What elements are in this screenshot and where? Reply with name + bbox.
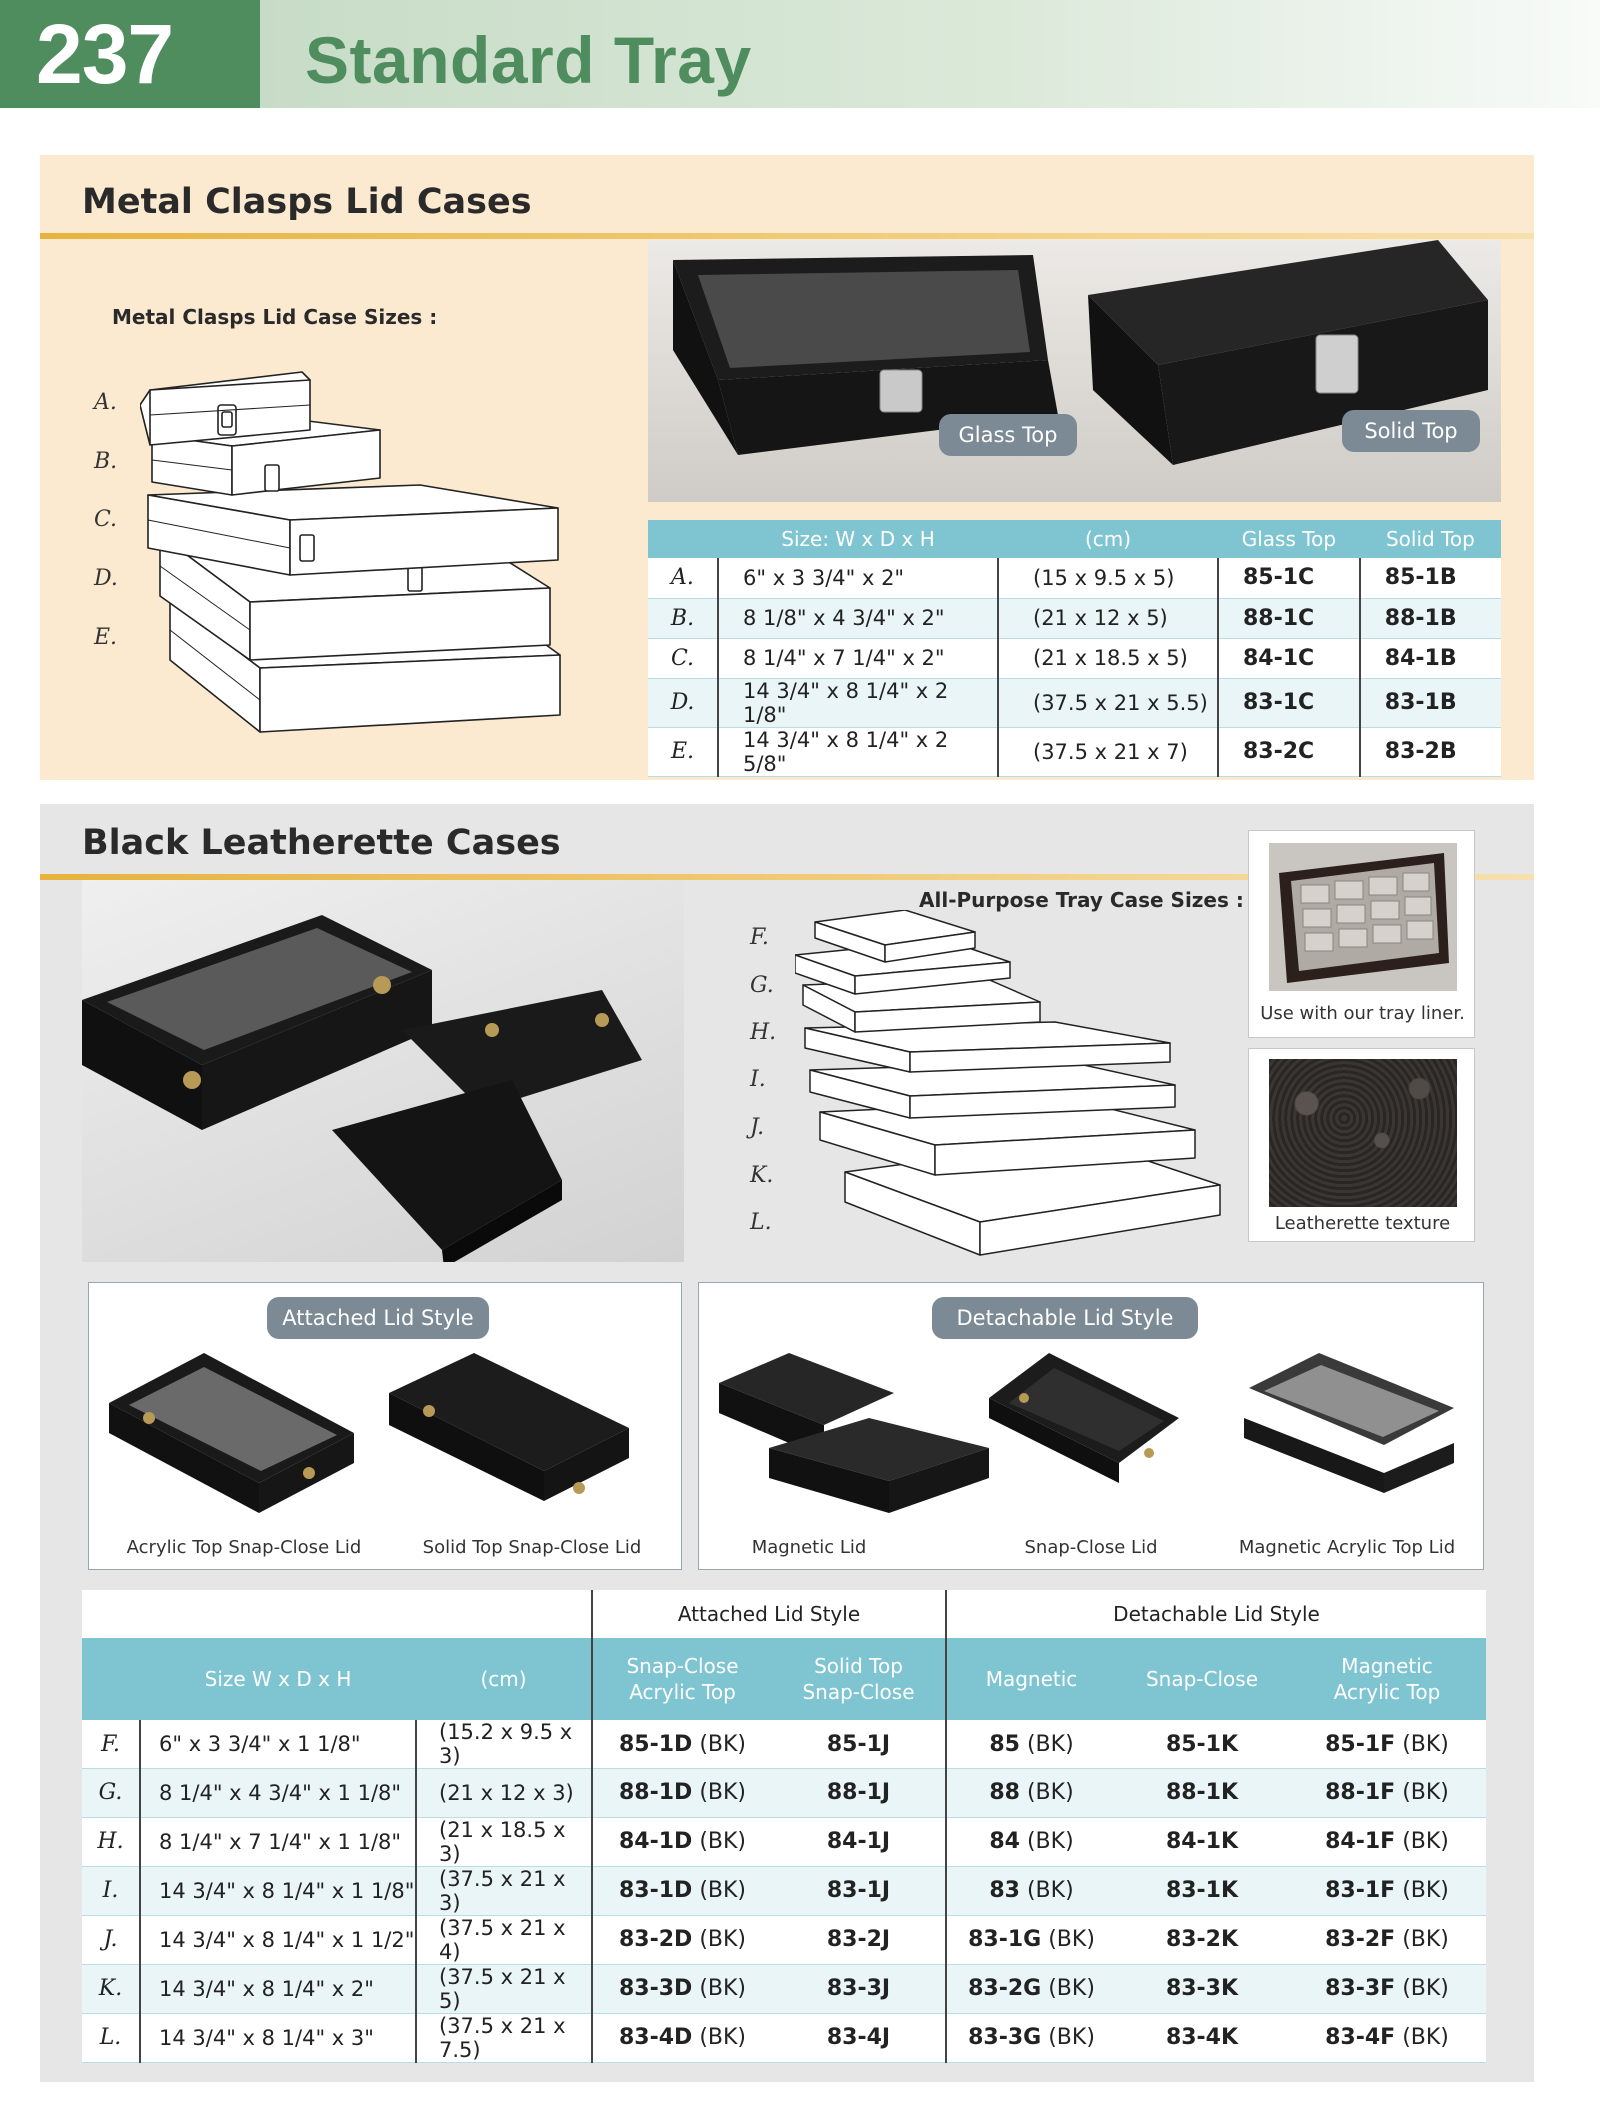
color-suffix: (BK) — [699, 1976, 746, 2001]
color-suffix: (BK) — [1402, 1927, 1449, 1952]
row-cm: (37.5 x 21 x 4) — [416, 1915, 592, 1964]
product-code: 84-1K — [1165, 1829, 1239, 1854]
table-row — [648, 678, 1501, 727]
row-cm: (21 x 18.5 x 5) — [998, 638, 1218, 678]
color-suffix: (BK) — [1026, 1731, 1074, 1757]
leatherette-cases-photo — [82, 880, 684, 1262]
row-letter: J. — [82, 1915, 140, 1964]
color-suffix: (BK) — [1048, 1927, 1095, 1952]
table-row — [648, 598, 1501, 638]
product-code: 83-2F — [1325, 1927, 1396, 1952]
header-glass-top: Glass Top — [1218, 520, 1360, 558]
row-glass-code: 83-2C — [1218, 727, 1360, 776]
size-letter-d: D. — [94, 566, 118, 591]
row-solid-code: 84-1B — [1360, 638, 1501, 678]
header-line-1: Snap-Close — [626, 1654, 739, 1678]
metal-sizes-label: Metal Clasps Lid Case Sizes : — [112, 305, 438, 329]
magnetic-acrylic-top-lid-caption: Magnetic Acrylic Top Lid — [1238, 1537, 1456, 1558]
header-solid-top: Solid Top — [1360, 520, 1501, 558]
row-cm: (37.5 x 21 x 7.5) — [416, 2013, 592, 2062]
product-code: 83-1K — [1165, 1878, 1239, 1903]
product-code: 88 — [989, 1780, 1020, 1806]
row-solid-code: 88-1B — [1360, 598, 1501, 638]
size-letter-a: A. — [94, 390, 117, 415]
product-code: 83-3D — [618, 1976, 693, 2001]
product-code: 83-1F — [1325, 1878, 1396, 1903]
color-suffix: (BK) — [699, 1878, 746, 1903]
row-magnetic-acrylic — [1288, 1866, 1486, 1915]
product-code: 83-2J — [826, 1927, 891, 1952]
row-snap-close — [1116, 1720, 1288, 1769]
product-code: 83 — [989, 1878, 1020, 1903]
row-solid-code: 85-1B — [1360, 558, 1501, 598]
metal-cases-photo — [648, 240, 1501, 502]
metal-title-rule — [40, 233, 1534, 239]
product-code: 83-3G — [968, 2025, 1042, 2050]
row-magnetic — [946, 1769, 1116, 1818]
color-suffix: (BK) — [1026, 1878, 1074, 1903]
header-magnetic-acrylic — [1288, 1638, 1486, 1720]
product-code: 83-2D — [618, 1927, 693, 1952]
product-code: 84 — [989, 1829, 1020, 1854]
size-letter-l: L. — [750, 1210, 772, 1235]
row-magnetic-acrylic — [1288, 1964, 1486, 2013]
row-cm: (15 x 9.5 x 5) — [998, 558, 1218, 598]
metal-case-size-diagram — [140, 360, 570, 740]
row-magnetic-acrylic — [1288, 1769, 1486, 1818]
row-size: 6" x 3 3/4" x 2" — [718, 558, 998, 598]
row-solid-top-snap-close — [772, 1817, 946, 1866]
row-letter: D. — [648, 678, 718, 727]
color-suffix: (BK) — [1402, 1780, 1449, 1806]
row-snap-close-acrylic — [592, 1915, 772, 1964]
group-attached-lid: Attached Lid Style — [592, 1590, 946, 1638]
product-code: 88-1D — [618, 1780, 693, 1806]
header-magnetic: Magnetic — [946, 1638, 1116, 1720]
row-size: 6" x 3 3/4" x 1 1/8" — [140, 1720, 416, 1769]
header-size: Size W x D x H — [140, 1638, 416, 1720]
row-snap-close — [1116, 1817, 1288, 1866]
row-solid-top-snap-close — [772, 1964, 946, 2013]
color-suffix: (BK) — [699, 1780, 746, 1806]
row-size: 14 3/4" x 8 1/4" x 2 5/8" — [718, 727, 998, 776]
color-suffix: (BK) — [699, 1731, 746, 1757]
row-glass-code: 83-1C — [1218, 678, 1360, 727]
row-size: 8 1/4" x 4 3/4" x 1 1/8" — [140, 1769, 416, 1818]
table-row — [82, 1769, 1486, 1818]
row-magnetic — [946, 1866, 1116, 1915]
leatherette-texture-image — [1269, 1059, 1457, 1207]
leatherette-table-body — [82, 1720, 1486, 2062]
color-suffix: (BK) — [1048, 1976, 1095, 2001]
row-solid-top-snap-close — [772, 1866, 946, 1915]
row-snap-close-acrylic — [592, 1720, 772, 1769]
product-code: 83-1G — [968, 1927, 1042, 1952]
color-suffix: (BK) — [1402, 1878, 1449, 1903]
row-size: 14 3/4" x 8 1/4" x 2" — [140, 1964, 416, 2013]
color-suffix: (BK) — [1402, 1731, 1449, 1757]
row-size: 14 3/4" x 8 1/4" x 3" — [140, 2013, 416, 2062]
product-code: 83-1D — [618, 1878, 693, 1903]
leatherette-texture-caption: Leatherette texture — [1274, 1213, 1451, 1234]
product-code: 88-1F — [1325, 1780, 1396, 1806]
group-detachable-lid: Detachable Lid Style — [946, 1590, 1486, 1638]
page-title: Standard Tray — [305, 23, 752, 97]
leatherette-section-title: Black Leatherette Cases — [82, 823, 561, 863]
row-snap-close — [1116, 1915, 1288, 1964]
size-letter-e: E. — [94, 625, 118, 650]
column-header-row — [82, 1638, 1486, 1720]
row-letter: G. — [82, 1769, 140, 1818]
header-line-1: Solid Top — [814, 1654, 903, 1678]
row-magnetic — [946, 1915, 1116, 1964]
page-number: 237 — [0, 0, 260, 108]
snap-close-lid-caption: Snap-Close Lid — [1024, 1537, 1158, 1558]
metal-table-header — [648, 520, 1501, 558]
header-snap-close-acrylic — [592, 1638, 772, 1720]
row-solid-code: 83-1B — [1360, 678, 1501, 727]
row-snap-close-acrylic — [592, 1866, 772, 1915]
magnetic-lid-caption: Magnetic Lid — [751, 1537, 867, 1558]
size-letter-f: F. — [750, 925, 769, 950]
header-line-2: Acrylic Top — [629, 1680, 736, 1704]
product-code: 83-4F — [1325, 2025, 1396, 2050]
row-magnetic — [946, 2013, 1116, 2062]
leatherette-cases-illustration — [82, 880, 684, 1262]
metal-cases-illustration — [648, 240, 1501, 502]
header-size: Size: W x D x H — [718, 520, 998, 558]
header-snap-close: Snap-Close — [1116, 1638, 1288, 1720]
product-code: 88-1K — [1165, 1780, 1239, 1806]
product-code: 83-2G — [968, 1976, 1042, 2001]
header-line-1: Magnetic — [1341, 1654, 1433, 1678]
row-size: 14 3/4" x 8 1/4" x 1 1/2" — [140, 1915, 416, 1964]
row-letter: B. — [648, 598, 718, 638]
row-magnetic-acrylic — [1288, 2013, 1486, 2062]
row-glass-code: 84-1C — [1218, 638, 1360, 678]
group-header-row — [82, 1590, 1486, 1638]
row-magnetic-acrylic — [1288, 1817, 1486, 1866]
row-cm: (21 x 12 x 5) — [998, 598, 1218, 638]
tray-liner-image — [1269, 843, 1457, 991]
glass-top-label: Glass Top — [939, 414, 1077, 456]
product-code: 85-1J — [826, 1731, 891, 1757]
detachable-lid-style-label: Detachable Lid Style — [932, 1297, 1198, 1339]
row-size: 14 3/4" x 8 1/4" x 2 1/8" — [718, 678, 998, 727]
color-suffix: (BK) — [1026, 1829, 1074, 1854]
row-solid-top-snap-close — [772, 2013, 946, 2062]
size-letter-g: G. — [750, 973, 774, 998]
row-cm: (37.5 x 21 x 3) — [416, 1866, 592, 1915]
row-magnetic — [946, 1817, 1116, 1866]
row-glass-code: 88-1C — [1218, 598, 1360, 638]
solid-top-label: Solid Top — [1342, 410, 1480, 452]
row-cm: (21 x 12 x 3) — [416, 1769, 592, 1818]
color-suffix: (BK) — [699, 2025, 746, 2050]
header-blank — [648, 520, 718, 558]
row-cm: (21 x 18.5 x 3) — [416, 1817, 592, 1866]
group-blank — [82, 1590, 592, 1638]
row-size: 8 1/8" x 4 3/4" x 2" — [718, 598, 998, 638]
product-code: 83-3J — [826, 1976, 891, 2001]
table-row — [82, 1817, 1486, 1866]
tray-liner-caption: Use with our tray liner. — [1260, 1003, 1465, 1024]
row-letter: F. — [82, 1720, 140, 1769]
row-letter: I. — [82, 1866, 140, 1915]
table-row — [82, 1964, 1486, 2013]
table-row — [82, 2013, 1486, 2062]
row-cm: (37.5 x 21 x 5.5) — [998, 678, 1218, 727]
row-letter: C. — [648, 638, 718, 678]
product-code: 83-4K — [1165, 2025, 1239, 2050]
product-code: 83-1J — [826, 1878, 891, 1903]
row-snap-close-acrylic — [592, 1817, 772, 1866]
table-row — [648, 558, 1501, 598]
leatherette-texture-card — [1248, 1048, 1475, 1242]
metal-section-title: Metal Clasps Lid Cases — [82, 182, 532, 222]
product-code: 84-1F — [1325, 1829, 1396, 1854]
header-solid-top-snap-close — [772, 1638, 946, 1720]
row-glass-code: 85-1C — [1218, 558, 1360, 598]
product-code: 83-3F — [1325, 1976, 1396, 2001]
color-suffix: (BK) — [1402, 1976, 1449, 2001]
attached-lid-illustration — [109, 1353, 669, 1523]
acrylic-top-snap-close-caption: Acrylic Top Snap-Close Lid — [126, 1537, 362, 1558]
size-letter-c: C. — [94, 507, 118, 532]
metal-sizes-table — [648, 520, 1501, 777]
color-suffix: (BK) — [1026, 1780, 1074, 1806]
solid-top-snap-close-caption: Solid Top Snap-Close Lid — [422, 1537, 642, 1558]
row-magnetic — [946, 1720, 1116, 1769]
row-magnetic — [946, 1964, 1116, 2013]
product-code: 84-1D — [618, 1829, 693, 1854]
product-code: 88-1J — [826, 1780, 891, 1806]
color-suffix: (BK) — [699, 1829, 746, 1854]
size-letter-j: J. — [750, 1115, 765, 1140]
row-snap-close — [1116, 1866, 1288, 1915]
header-blank — [82, 1638, 140, 1720]
product-code: 85 — [989, 1731, 1020, 1757]
row-size: 8 1/4" x 7 1/4" x 1 1/8" — [140, 1817, 416, 1866]
size-letter-h: H. — [750, 1020, 777, 1045]
row-magnetic-acrylic — [1288, 1915, 1486, 1964]
tray-liner-card — [1248, 830, 1475, 1038]
tray-sizes-label: All-Purpose Tray Case Sizes : — [919, 888, 1244, 912]
product-code: 85-1D — [618, 1731, 693, 1757]
color-suffix: (BK) — [1402, 2025, 1449, 2050]
size-letter-b: B. — [94, 449, 118, 474]
product-code: 83-2K — [1165, 1927, 1239, 1952]
row-size: 8 1/4" x 7 1/4" x 2" — [718, 638, 998, 678]
header-line-2: Snap-Close — [802, 1680, 915, 1704]
product-code: 85-1F — [1325, 1731, 1396, 1757]
color-suffix: (BK) — [1402, 1829, 1449, 1854]
table-row — [82, 1915, 1486, 1964]
row-solid-top-snap-close — [772, 1915, 946, 1964]
row-solid-top-snap-close — [772, 1720, 946, 1769]
detachable-lid-illustration — [709, 1353, 1479, 1523]
row-size: 14 3/4" x 8 1/4" x 1 1/8" — [140, 1866, 416, 1915]
tray-case-size-diagram — [795, 910, 1225, 1270]
header-cm: (cm) — [998, 520, 1218, 558]
row-cm: (37.5 x 21 x 5) — [416, 1964, 592, 2013]
product-code: 85-1K — [1165, 1731, 1239, 1757]
row-letter: E. — [648, 727, 718, 776]
row-letter: L. — [82, 2013, 140, 2062]
product-code: 83-3K — [1165, 1976, 1239, 2001]
table-row — [82, 1720, 1486, 1769]
product-code: 84-1J — [826, 1829, 891, 1854]
row-letter: A. — [648, 558, 718, 598]
row-snap-close — [1116, 2013, 1288, 2062]
row-cm: (15.2 x 9.5 x 3) — [416, 1720, 592, 1769]
table-row — [648, 727, 1501, 776]
row-snap-close — [1116, 1964, 1288, 2013]
header-cm: (cm) — [416, 1638, 592, 1720]
color-suffix: (BK) — [1048, 2025, 1095, 2050]
row-magnetic-acrylic — [1288, 1720, 1486, 1769]
color-suffix: (BK) — [699, 1927, 746, 1952]
size-letter-i: I. — [750, 1067, 766, 1092]
row-letter: H. — [82, 1817, 140, 1866]
leatherette-sizes-table — [82, 1590, 1486, 2063]
product-code: 83-4J — [826, 2025, 891, 2050]
row-snap-close-acrylic — [592, 2013, 772, 2062]
header-line-2: Acrylic Top — [1333, 1680, 1441, 1704]
attached-lid-style-label: Attached Lid Style — [267, 1297, 489, 1339]
product-code: 83-4D — [618, 2025, 693, 2050]
row-snap-close-acrylic — [592, 1964, 772, 2013]
row-letter: K. — [82, 1964, 140, 2013]
table-row — [648, 638, 1501, 678]
row-cm: (37.5 x 21 x 7) — [998, 727, 1218, 776]
row-snap-close — [1116, 1769, 1288, 1818]
row-solid-top-snap-close — [772, 1769, 946, 1818]
row-snap-close-acrylic — [592, 1769, 772, 1818]
table-row — [82, 1866, 1486, 1915]
size-letter-k: K. — [750, 1163, 774, 1188]
row-solid-code: 83-2B — [1360, 727, 1501, 776]
